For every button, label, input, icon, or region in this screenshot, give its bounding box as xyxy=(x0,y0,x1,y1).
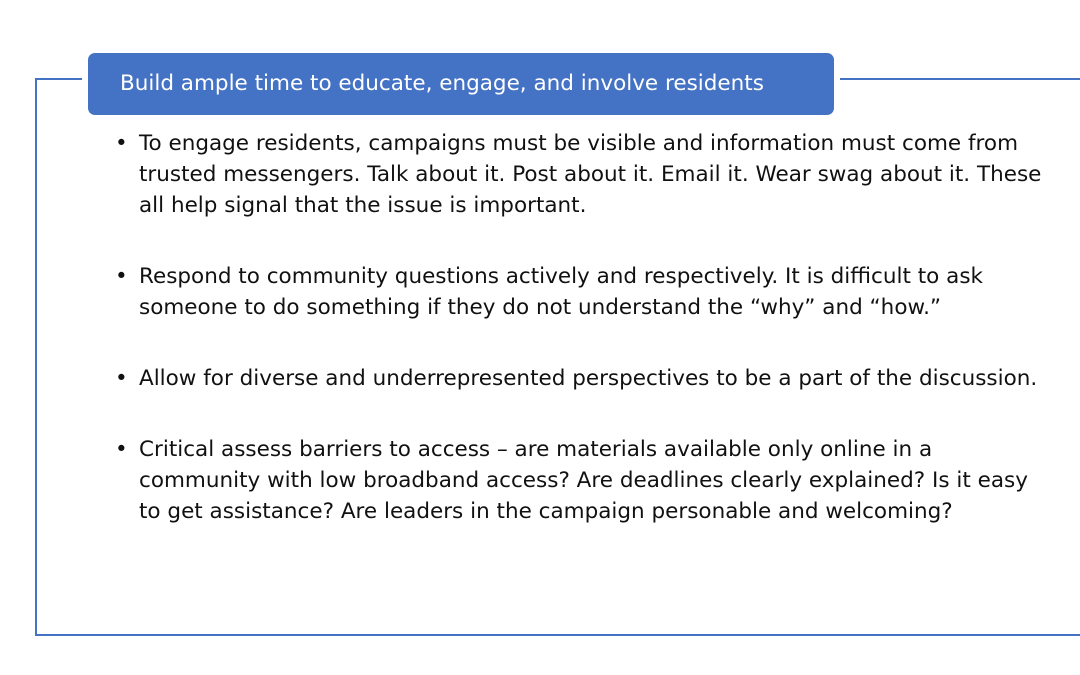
list-item xyxy=(115,261,1045,323)
bullet-text: Allow for diverse and underrepresented perspectives to be a part of the discussion. xyxy=(139,366,1038,391)
bullet-text: Respond to community questions actively and respectively. It is difficult to ask someone to do something if they do not understand the “why” and “how.” xyxy=(139,264,983,320)
list-item xyxy=(115,363,1045,394)
bullet-icon: • xyxy=(115,437,128,462)
bullet-list xyxy=(115,128,1045,567)
bullet-text: Critical assess barriers to access – are materials available only online in a community with low broadband access? Are deadlines clearly explained? Is it easy to get assistance? Are leaders in the campaign personable and welcoming? xyxy=(139,437,1028,524)
bullet-icon: • xyxy=(115,366,128,391)
list-item xyxy=(115,128,1045,221)
bullet-icon: • xyxy=(115,264,128,289)
bullet-text: To engage residents, campaigns must be visible and information must come from trusted messengers. Talk about it. Post about it. Email it. Wear swag about it. These all help signal that the issue is important. xyxy=(139,131,1042,218)
section-heading: Build ample time to educate, engage, and involve residents xyxy=(88,53,834,115)
list-item xyxy=(115,434,1045,527)
bullet-icon: • xyxy=(115,131,128,156)
